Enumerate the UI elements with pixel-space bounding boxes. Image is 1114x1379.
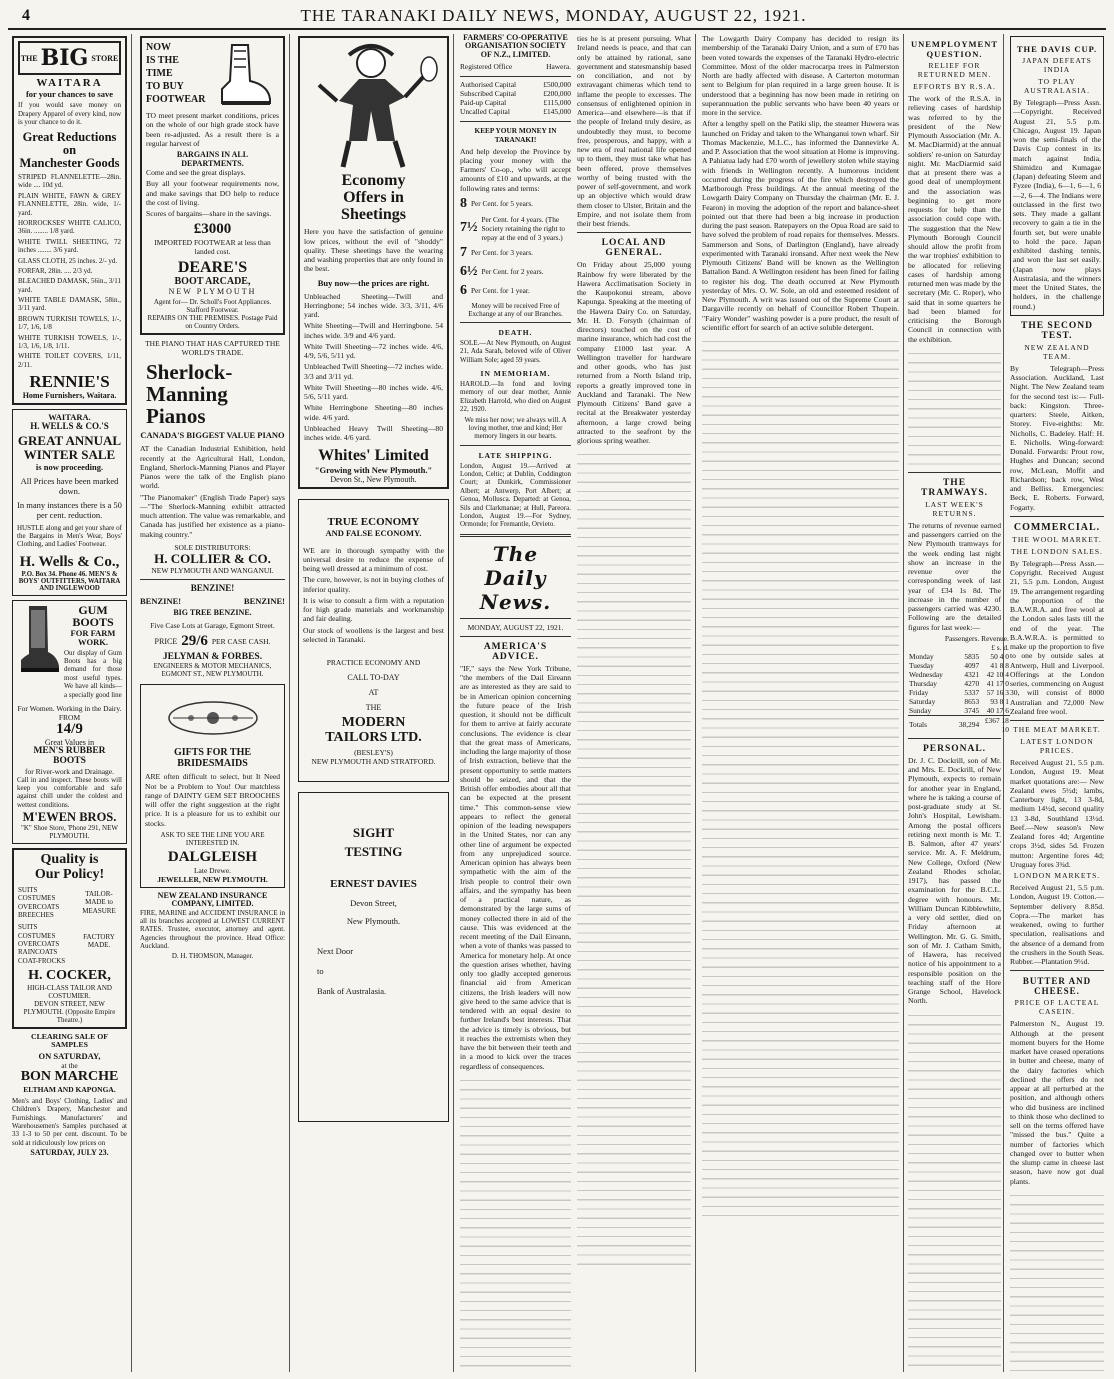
call-today: CALL TO-DAY <box>347 673 400 683</box>
memoriam-poem: We miss her now; we always will. A loving mother, true and kind; Her memory lingers in our hearts. <box>464 415 567 441</box>
now-text: IS THE <box>146 55 179 66</box>
sherlock-manning-ad <box>140 339 285 574</box>
tramways-table <box>908 634 1010 734</box>
quality-heading: Quality is <box>40 852 99 868</box>
late-shipping-heading: LATE SHIPPING. <box>478 450 553 460</box>
davis-cup-box <box>1010 36 1104 316</box>
growing-slogan: "Growing with New Plymouth." <box>314 465 433 476</box>
davis-cup-heading: THE DAVIS CUP. <box>1016 44 1098 54</box>
pianos-word: Pianos <box>146 404 206 429</box>
tram-revenue: 41 8 8 <box>990 660 1009 670</box>
economy-word: Economy <box>341 172 406 189</box>
te-body-3: It is wise to consult a firm with a reputation for high grade materials and workmanship and fair dealing. <box>303 595 444 624</box>
personal-heading: PERSONAL. <box>922 743 987 754</box>
garment-label: RAINCOATS <box>18 948 58 957</box>
table-row <box>908 697 1010 706</box>
manchester-item: HORROCKSES' WHITE CALICO, 36in. ........ 1/8 yard. <box>18 218 121 236</box>
wells-ad <box>12 409 127 596</box>
rubber-body: Call in and inspect. These boots will keep you comfortable and safe against chill under the coldest and wettest conditions. <box>17 775 122 809</box>
sheetings-word: Sheetings <box>341 205 406 223</box>
shipping-body: London, August 19.—Arrived at London, Celtic; at Dublin, Coddington Court; at Dunkirk, Commissioner Albert; at Antwerp, Port Albert; at Genoa, Mollusca. Departed: at Genoa, Sils and Clarkmanae; at Hull, Pareora. London, August 19.—For Sydney, Ormonde; for Fremantle, Orvieto. <box>460 461 571 529</box>
tram-day: Thursday <box>909 678 937 688</box>
editorial-text: "IF," says the New York Tribune, "the members of the Dail Eireann are as interested as they are said to be in American opinion concerning the future peace of the Irish question, it should not be difficult for them to arrive at fairly accurate conclusions. The evidence is clear that the great mass of Americans, including the large majority of those of Irish extraction, believe that the present opportunity to settle matters should be seized, and that the British offer embodies about all that can be expected at the present time." This common-sense view appears to reflect the general opinion of the leading newspapers in the United States, nor can any other line of argument be expected from any unprejudiced source. American opinion has always been sympathetic with the aim of the Irish people to control their own affairs, and the sympathy has been of a practical nature, as demonstrated by the large sums of money collected there in aid of the cause. This was evidenced at the recent meeting of the Dail Eireann, when a vote of thanks was passed to America for monetary help. At once the question arises whether, having only too gladly accepted generous financial aid from American citizens, the Irish leaders will now give heed to the same advice that is tendered with an equal desire to further Ireland's best interests. That the advice is timely is obvious, but it reaches the extremists when they have the bit between their teeth and in a mood to kick over the traces regardless of consequences. <box>460 663 571 1071</box>
canada-biggest: CANADA'S BIGGEST VALUE PIANO <box>140 430 285 441</box>
tramways-sub: LAST WEEK'S RETURNS. <box>925 499 984 518</box>
practice-economy: PRACTICE ECONOMY AND <box>326 658 421 668</box>
news-continued <box>702 336 899 1216</box>
price-29-6: 29/6 <box>181 632 208 649</box>
editorial-continuation: ties he is at present pursuing. What Ireland needs is peace, and that can only be attained by rational, sane government and statesmanship based on conciliation, and not by extravagant chimeras which tend to inflame the people to excesses. The consensus of enlightened opinion in America—and elsewhere—is that if the people of Ireland truly desire, as undoubtedly they must, to become free, prosperous, and happy, with a new era of real national life opened up to them, they must take what has been offered, prove themselves worthy of being trusted with the power of self-government, and work up an objective which would draw them closer to Ulster, Britain and the Empire, and not isolate them from their best friends. <box>577 34 691 228</box>
davis-cup-body: By Telegraph—Press Assn.—Copyright. Received August 21, 5.5 p.m. Chicago, August 19. Japan won the semi-finals of the Davis Cup contest in its match against India, Shimidzu and Kumagae (Japan) defeating Sleem and Fyzee (India), 6—1, 6—1, 6—2, 6—4. The Indians were outclassed in the first two sets. They made a gallant recovery to gain a tie in the fourth set, but were unable to hold the pace. Japan exhibited dashing tennis, and won the last set easily. (Japan now plays Australasia, and the winners meet the United States, the holders, in the challenge round.) <box>1013 98 1101 311</box>
tram-passengers: 8653 <box>964 696 980 706</box>
all-prices: All Prices have been marked down. <box>20 475 119 496</box>
editorial-continued <box>460 1075 571 1372</box>
tram-passengers: 5835 <box>964 651 980 661</box>
rate-value: 6 <box>460 282 467 298</box>
keep-money: KEEP YOUR MONEY IN TARANAKI! <box>474 125 557 144</box>
price-3000: £3000 <box>193 221 232 238</box>
capital-value: £115,000 <box>543 97 571 107</box>
hwells-name: H. Wells & Co., <box>19 553 120 570</box>
te-body-4: Our stock of woollens is the largest and best selected in Taranaki. <box>303 625 444 644</box>
hwells-address: P.O. Box 34. Phone 46. MEN'S & BOYS' OUTFITTERS, WAITARA AND INGLEWOOD <box>18 570 121 592</box>
deares-name: DEARE'S <box>177 259 248 276</box>
sheeting-line: White Sheeting—Twill and Herringbone. 54 inches wide. 3/9 and 4/6 yard. <box>304 321 443 340</box>
gum-boot-illustration <box>17 604 61 674</box>
women-dairy: For Women. Working in the Dairy. FROM <box>17 704 122 722</box>
mcewen-name: M'EWEN BROS. <box>22 810 117 825</box>
column-6-news <box>906 34 1009 1372</box>
figure-illustration <box>309 41 439 173</box>
bon-marche-body: Men's and Boys' Clothing, Ladies' and Children's Drapery, Manchester and Furnishings. Manufacturers' and Warehousemen's Samples purchased at 33 1-3 to 50 per cent. discount. To be sold at ridiculously low prices on <box>12 1096 127 1147</box>
benzine-left: BENZINE! <box>140 595 182 606</box>
london-markets-body: Received August 21, 5.5 p.m. London, August 19. Cotton.—September delivery 8.85d. Copra.—The market has weakened, owing to further speculation, realisations and the absence of a demand from the crushers in the South Seas. Rubber.—Plantation 9½d. <box>1010 883 1104 966</box>
tram-day: Friday <box>909 687 929 697</box>
great-annual: GREAT ANNUAL <box>17 433 122 449</box>
cocker-sub: HIGH-CLASS TAILOR AND COSTUMIER. <box>27 983 112 1000</box>
scores-text: Scores of bargains—share in the savings. <box>146 209 272 218</box>
garment-label: COAT-FROCKS <box>18 956 66 965</box>
manchester-item: WHITE TURKISH TOWELS, 1/-, 1/3, 1/6, 1/8, 1/11. <box>18 333 121 351</box>
economy-body: Here you have the satisfaction of genuine low prices, without the evil of "shoddy" quality. These sheetings have the wearing and washing properties that are only found in the best. <box>304 227 443 274</box>
thomson-manager: D. H. THOMSON, Manager. <box>171 952 254 961</box>
dalgleish-name: DALGLEISH <box>167 848 258 865</box>
manchester-item: STRIPED FLANNELETTE—28in. wide .... 10d yd. <box>18 173 121 190</box>
price-label: PRICE <box>154 636 178 646</box>
saturday-date: SATURDAY, JULY 23. <box>30 1148 109 1158</box>
unemployment-continued <box>908 348 1001 468</box>
rubber-sub: for River-work and Drainage. <box>25 766 114 776</box>
now-text: NOW <box>146 42 171 53</box>
garment-label: OVERCOATS <box>18 940 60 949</box>
great-reductions-heading: Great Reductions on <box>22 129 117 157</box>
tram-passengers: 4097 <box>964 660 980 670</box>
rate-terms: Per Cent. for 2 years. <box>481 267 544 277</box>
cocker-name: H. COCKER, <box>28 968 111 984</box>
brooch-illustration <box>153 691 273 745</box>
big-store-note: If you would save money on Drapery Apparel of every kind, now is your chance to do it. <box>18 101 121 127</box>
table-row <box>908 706 1010 716</box>
table-row <box>908 661 1010 670</box>
new-plymouth: NEW PLYMOUTH <box>168 287 257 297</box>
eltham-kaponga: ELTHAM AND KAPONGA. <box>23 1084 116 1094</box>
nz-insurance-heading: NEW ZEALAND INSURANCE COMPANY, LIMITED. <box>157 890 268 909</box>
ask-line: ASK TO SEE THE LINE YOU ARE INTERESTED IN. <box>160 830 265 847</box>
capital-value: £200,000 <box>543 88 571 98</box>
garment-label: COSTUMES <box>18 931 56 940</box>
newspaper-title: THE TARANAKI DAILY NEWS, MONDAY, AUGUST 22, 1921. <box>300 6 807 25</box>
hustle-text: HUSTLE along and get your share of the Bargains in Men's Wear, Boys' Clothing, and Ladies' Footwear. <box>17 523 122 549</box>
editorial-headline: AMERICA'S ADVICE. <box>483 641 548 662</box>
sight-word: SIGHT <box>352 824 395 840</box>
imported-footwear: IMPORTED FOOTWEAR at less than landed cost. <box>154 238 271 256</box>
page-number: 4 <box>22 7 31 24</box>
garment-label: COSTUMES <box>18 894 56 903</box>
tram-passengers: 4321 <box>964 669 980 679</box>
false-economy: AND FALSE ECONOMY. <box>325 527 422 538</box>
column-4-editorial <box>456 34 696 1372</box>
sherlock-name: Sherlock- <box>146 360 233 385</box>
gifts-body: ARE often difficult to select, but It Need Not be a Problem to You! Our matchless range of DAINTY GEM SET BROOCHES will offer the right suggestion at the right price. It is a pleasure for us to exhibit our stocks. <box>145 772 280 828</box>
garment-label: BREECHES <box>18 910 54 919</box>
gum-boots-ad <box>12 600 127 845</box>
second-test-heading: THE SECOND TEST. <box>1020 320 1094 341</box>
mcewen-address: "K" Shoe Store, 'Phone 291, NEW PLYMOUTH. <box>21 824 118 841</box>
capital-label: Subscribed Capital <box>460 88 517 98</box>
tram-col-units: £ s. d. <box>991 642 1009 652</box>
bon-marche-ad <box>12 1033 127 1158</box>
news-paragraphs-2: After a lengthy spell on the Patiki slip, the steamer Huwera was launched on Friday and taken to the Whanganui town wharf. Sir Thomas Mackenzie, M.L.C., has informed the Dannevirke A. and P. Association that the wool situation at Home is improving. A Pahiatua lady had £70 worth of jewellery stolen while staying with friends in Wellington recently. A humorous incident occurred during the progress of the fire which destroyed the Marlborough Press buildings. At the annual meeting of the Lowgarth Dairy Company on Thursday the chairman (Mr. E. J. Fearon) in moving the adoption of the report and balance-sheet pointed out that there had been a big increase in production during the past season. Ratepayers on the Opua Road are said to have solved the problem of road repairs for themselves. Messrs. Sammerson and Sons, of Darlington (England), have already experimented with Taranaki ironsand. After next week the New Plymouth Citizens' Band will be known as the Wellington Battalion Band. A Wellington resident has been fined for failing to register his dog. The death occurred at New Plymouth yesterday of Mrs. O. W. Sole, an old and esteemed resident of New Plymouth. A writ was issued out of the Supreme Court at Dargaville recently on behalf of Councillor Robert Thupein. "Fairy Wonder" washing powder is a pure product, the result of scientific effort for search of an active soluble detergent. <box>702 119 899 332</box>
gifts-heading: GIFTS FOR THE BRIDESMAIDS <box>173 747 252 769</box>
nz-team-body: By Telegraph—Press Association. Auckland, Last Night. The New Zealand team for the second test is:— Full-back: Kingston. Three-quarters: Steele, Aitken, Storey. Five-eighths: Mr. Nicholls, C. Badeley. Half: H. E. Nicholls. Wing-forward: Donald. Forwards: Prout row, Hughes and Duncan; second row, McLean, Moffit and Richardson; back row, West and Belliss. Emergencies: Beck, E. Roberts. Forward, Fogarty. <box>1010 363 1104 512</box>
gum-boots-title: GUM BOOTS <box>72 602 114 630</box>
tailor-made-label: TAILOR-MADE to MEASURE <box>82 889 116 915</box>
capital-label: Paid-up Capital <box>460 97 507 107</box>
sheeting-line: Unbleached Sheeting—Twill and Herringbone; 54 inches wide. 3/3, 3/11, 4/6 yard. <box>304 291 443 320</box>
tram-revenue: 93 8 1 <box>990 696 1009 706</box>
rate-terms: Per Cent. for 3 years. <box>471 248 534 258</box>
big-store-ad <box>12 36 127 405</box>
tram-col-passengers: Passengers. <box>944 633 980 643</box>
editorial-date: MONDAY, AUGUST 22, 1921. <box>467 622 564 632</box>
local-general-heading: LOCAL AND GENERAL. <box>601 238 667 259</box>
personal-body: Dr. J. C. Dockrill, son of Mr. and Mrs. E. Dockrill, of New Plymouth, expects to remain for another year in England, where he is taking a course of post-graduate study at St. John's Hospital, Lewisham. Among the postal officers retiring next month is Mr. T. B. Salmon, after 47 years' service. Mr. A. F. Meldrum, New College, Oxford (New Zealand Rhodes scholar, 1917), has passed the examination for the B.C.L. degree with honours. Mr. William Duncan Kibblewhite, a very old settler, died on Friday afternoon at Wellington. Mr. G. G. Smith, son of Mr. J. Catham Smith, of Hawera, has received notice of his appointment to a responsible position on the teaching staff of the Hore Grange School, Havelock North. <box>908 755 1001 1006</box>
winter-sale: WINTER SALE <box>23 447 116 463</box>
columns-6-7 <box>906 34 1106 1372</box>
daily-news-masthead: The Daily News. <box>479 541 552 614</box>
ernest-davies-ad <box>298 792 449 1122</box>
rate-terms: Per Cent. for 4 years. (The Society retaining the right to repay at the end of 3 years.) <box>481 214 565 242</box>
rate-terms: Per Cent. for 5 years. <box>471 199 534 209</box>
five-case: Five Case Lots at Garage, Egmont Street. <box>150 620 275 630</box>
rennies-name: RENNIE'S <box>29 372 110 392</box>
meat-body: Received August 21, 5.5 p.m. London, August 19. Meat market quotations are:— New Zealand ewes 5½d; lambs, Canterbury light, 13 3-8d, medium 14½d, second quality 13 3-8d, Southland 13½d. Beef.—New season's New Zealand fores 4d; Argentine crops 3½d, sides 5d. Frozen mutton: Argentine fores 4d; Uruguay fores 3¾d. <box>1010 758 1104 869</box>
devon-street: Devon Street, <box>350 898 397 909</box>
factory-made-label: FACTORY MADE. <box>83 932 115 950</box>
garment-label: OVERCOATS <box>18 902 60 911</box>
to-word: to <box>317 966 324 977</box>
tram-total-label: Totals <box>909 720 927 730</box>
tram-col-revenue: Revenue. <box>981 633 1009 643</box>
sheeting-line: Unbleached Heavy Twill Sheeting—80 inches wide. 4/6 yard. <box>304 423 443 443</box>
the-word: THE <box>365 703 382 713</box>
gum-boots-body: Our display of Gum Boots has a big demand for those most useful types. We have all kinds—a specially good line <box>64 648 122 699</box>
deares-agent: Agent for— Dr. Scholl's Foot Appliances. Stafford Footwear. <box>153 298 272 315</box>
deares-ad <box>140 36 285 335</box>
tram-day: Wednesday <box>909 669 943 679</box>
capital-label: Authorised Capital <box>460 80 517 90</box>
efforts-sub: EFFORTS BY R.S.A. <box>913 82 996 91</box>
buy-now-prices: Buy now—the prices are right. <box>317 277 430 288</box>
now-text: TO BUY <box>146 81 184 92</box>
death-heading: DEATH. <box>498 327 533 337</box>
bargains-dept: BARGAINS IN ALL DEPARTMENTS. <box>176 150 249 168</box>
latest-london-sub: LATEST LONDON PRICES. <box>1020 737 1094 755</box>
memoriam-notice: HAROLD.—In fond and loving memory of our dear mother, Annie Elizabeth Harrold, who died on August 22, 1920. <box>460 379 571 414</box>
tram-day: Tuesday <box>909 660 934 670</box>
late-drewe: Late Drewe. <box>193 865 232 875</box>
wool-market-sub: THE WOOL MARKET. <box>1012 534 1102 544</box>
relief-sub: RELIEF FOR RETURNED MEN. <box>917 61 992 79</box>
news-paragraphs: The Lowgarth Dairy Company has decided to resign its membership of the Taranaki Dairy Union, and a sum of £70 has been voted towards the expenses of the Taranaki Hydro-electric Committee. Most of the older macrocarpa trees in Palmerston North are badly affected with disease. A Carterton motorman sent to Belgium for plan required in a large green house. It is understood that a beginning has now been made in retiring on superannuation the public servants who have been 40 years or more in the service. <box>702 34 899 117</box>
manchester-item: WHITE TWILL SHEETING, 72 inches ........ 3/6 yard. <box>18 237 121 255</box>
new-plymouth-2: New Plymouth. <box>346 916 401 927</box>
sheeting-line: Unbleached Twill Sheeting—72 inches wide. 3/3 and 3/11 yd. <box>304 362 443 381</box>
meat-market-sub: THE MEAT MARKET. <box>1013 725 1101 734</box>
next-door: Next Door <box>317 946 354 957</box>
modern-word: MODERN <box>341 715 406 731</box>
boot-arcade: BOOT ARCADE, <box>174 275 251 287</box>
np-stratford: NEW PLYMOUTH AND STRATFORD. <box>311 756 436 766</box>
offers-word: Offers in <box>343 188 404 206</box>
tram-day: Monday <box>909 651 934 661</box>
manchester-item: BROWN TURKISH TOWELS, 1/-, 1/7, 1/6, 1/8 <box>18 314 121 332</box>
tailors-word: TAILORS LTD. <box>325 729 422 745</box>
manchester-item: GLASS CLOTH, 25 inches. 2/- yd. <box>18 256 118 265</box>
column-2-advertisements <box>136 34 290 1372</box>
at-word: AT <box>368 688 379 698</box>
manchester-item: FORFAR, 28in. .... 2/3 yd. <box>18 266 93 275</box>
memoriam-heading: IN MEMORIAM. <box>480 368 551 378</box>
tram-revenue: 42 10 4 <box>986 669 1009 679</box>
now-text: FOOTWEAR <box>146 94 206 105</box>
manning-name: Manning <box>146 382 228 407</box>
on-saturday: ON SATURDAY, <box>38 1051 101 1062</box>
te-body: WE are in thorough sympathy with the universal desire to reduce the expense of being well dressed at a minimum of cost. <box>303 545 444 574</box>
local-general-continued <box>577 449 691 1269</box>
table-row <box>908 715 1010 734</box>
farmers-heading: FARMERS' CO-OPERATIVE ORGANISATION SOCIETY OF N.Z., LIMITED. <box>463 34 568 59</box>
tram-day: Saturday <box>909 696 936 706</box>
capital-value: £145,000 <box>543 106 571 116</box>
deares-body: TO meet present market conditions, prices on the whole of our high grade stock have been re-adjusted. As a result there is a regular harvest of <box>146 111 279 148</box>
collier-name: H. COLLIER & CO. <box>154 550 271 566</box>
lacteal-sub: PRICE OF LACTEAL CASEIN. <box>1014 998 1100 1017</box>
wool-body: By Telegraph—Press Assn.—Copyright. Received August 21, 5.5 p.m. London, August 19. The arrangement regarding the proportion of the B.A.W.R.A. and free wool at the London sales lasts till the end of the year. The B.A.W.R.A. is permitted to make up the proportion to five to one by outside sales at Antwerp, Hull and Liverpool. Offerings at the London series, commencing on August 30, will consist of 8000 Australian and 72,000 New Zealand free wool. <box>1010 558 1104 716</box>
big-tree-benzine: BIG TREE BENZINE. <box>173 608 252 618</box>
tram-revenue: 40 17 6 <box>986 705 1009 715</box>
piano-body-2: "The Pianomaker" (English Trade Paper) says—"The Sherlock-Manning exhibit attracted much attention. The value was remarkable, and Canada has justified her existence as a piano-making country." <box>140 492 285 539</box>
rate-terms: Per Cent. for 1 year. <box>471 286 530 296</box>
te-body-2: The cure, however, is not in buying clothes of inferior quality. <box>303 575 444 594</box>
london-markets-sub: LONDON MARKETS. <box>1013 871 1101 880</box>
keep-body: And help develop the Province by placing your money with the Farmers' Co-op., who will accept amounts of £10 and upwards, at the following rates and terms: <box>460 146 571 193</box>
piano-body: AT the Canadian Industrial Exhibition, held recently at the Agricultural Hall, London, England, Sherlock-Manning Pianos and Player Pianos were the talk of the English piano world. <box>140 444 285 491</box>
commercial-heading: COMMERCIAL. <box>1013 521 1101 533</box>
table-row <box>908 652 1010 661</box>
ernest-davies: ERNEST DAVIES <box>330 877 417 890</box>
wells-location: WAITARA. <box>48 412 91 423</box>
nz-insurance-body: FIRE, MARINE and ACCIDENT INSURANCE in all its branches accepted at LOWEST CURRENT RATES. Trustee, executor, attorney and agent. Agencies throughout the province. Head Office: Auckland. <box>140 908 285 951</box>
tram-passengers: 3745 <box>964 705 980 715</box>
farmers-coop-ad <box>460 34 571 1372</box>
bank-australasia: Bank of Australasia. <box>317 986 387 997</box>
garment-label: SUITS <box>18 885 38 894</box>
jelyman-sub: ENGINEERS & MOTOR MECHANICS, EGMONT ST., NEW PLYMOUTH. <box>153 662 272 679</box>
butter-continued <box>1010 1190 1104 1372</box>
devon-st: Devon St., New Plymouth. <box>330 475 417 485</box>
personal-continued <box>908 1010 1001 1373</box>
butter-body: Palmerston N., August 19. Although at the present moment buyers for the Home market have ceased operations in butter and cheese, many of the dairy factories which declined the offers do not appear at all perturbed at the position, and although others who did business are inclined to think those who declined to sell on the terms offered have "missed the bus." Quite a number of factories which changed over to butter when the slump came in cheese last season, have now got dual plants. <box>1010 1019 1104 1186</box>
rate-value: 6½ <box>460 263 478 279</box>
cocker-ad <box>12 848 127 1029</box>
rennies-tagline: Home Furnishers, Waitara. <box>22 391 117 401</box>
benzine-heading: BENZINE! <box>190 582 235 593</box>
testing-word: TESTING <box>344 844 403 860</box>
table-row <box>908 670 1010 679</box>
tram-revenue: 50 4 0 <box>990 651 1009 661</box>
tram-passengers: 5337 <box>964 687 980 697</box>
rate-value: 7 <box>460 244 467 260</box>
sale-status: is now proceeding. <box>35 461 104 472</box>
true-economy: TRUE ECONOMY <box>327 516 420 529</box>
tramways-body: The returns of revenue earned and passengers carried on the New Plymouth tramways for the week ending last night show an increase in the revenue over the corresponding week of last year of £34 1s 8d. The increase in the number of passengers carried was 4230. Following are the detailed figures for last week:— <box>908 520 1001 632</box>
sole-distributors: SOLE DISTRIBUTORS: <box>174 542 251 552</box>
capital-value: £500,000 <box>543 80 571 90</box>
at-the: at the <box>61 1061 78 1071</box>
manchester-item: WHITE TABLE DAMASK, 58in., 3/11 yard. <box>18 296 121 313</box>
sheeting-line: White Twill Sheeting—80 inches wide. 4/6, 5/6, 5/11 yard. <box>304 382 443 402</box>
manchester-item: PLAIN WHITE, FAWN & GREY FLANNELETTE, 28in. wide, 1/- yard. <box>18 191 121 217</box>
page-header <box>8 4 1106 30</box>
money-note: Money will be received Free of Exchange at any of our Branches. <box>468 301 563 318</box>
buy-now-text: Buy all your footwear requirements now, and make savings that DO help to reduce the cost of living. <box>146 179 279 207</box>
boot-illustration <box>214 41 274 107</box>
manchester-item: WHITE TOILET COVERS, 1/11, 2/11. <box>18 352 121 369</box>
benzine-ad <box>140 584 285 679</box>
price-14-9: 14/9 <box>56 721 83 737</box>
benzine-right: BENZINE! <box>243 595 285 606</box>
tram-day: Sunday <box>909 705 932 715</box>
big-store-the: THE <box>20 53 38 63</box>
great-values: Great Values in <box>44 737 95 747</box>
unemployment-body: The work of the R.S.A. in relieving cases of hardship was referred to by the president of the New Plymouth Association (Mr. A. M. MacDiarmid) at the annual soldiers' re-union on Saturday night. Mr. MacDiarmid said that at present there was a good deal of unemployment and the association was beginning to get more requests for help than the association could cope with. The suggestion that the New Plymouth Borough Council should allow the profit from the war trophies' exhibition to be allocated for relieving cases of hardship among returned men was made by the secretary (Mr. C. Roper), who said that in some quarters he had been blamed for criticising the Borough Council in connection with the exhibition. <box>908 94 1001 344</box>
bon-marche-name: BON MARCHE <box>20 1069 119 1085</box>
capital-label: Uncalled Capital <box>460 106 510 116</box>
manchester-heading: Manchester Goods <box>19 155 120 170</box>
whites-limited: Whites' Limited <box>318 447 429 465</box>
death-notice: SOLE.—At New Plymouth, on August 21, Ada Sarah, beloved wife of Oliver William Sole; aged 59 years. <box>460 338 571 364</box>
besleys: (BESLEY'S) <box>354 747 393 757</box>
piano-top: THE PIANO THAT HAS CAPTURED THE WORLD'S TRADE. <box>145 339 280 358</box>
big-store-logo: BIG <box>40 45 89 71</box>
nz-team-sub: NEW ZEALAND TEAM. <box>1024 342 1090 361</box>
column-7-news <box>1008 34 1106 1372</box>
column-3-advertisements <box>294 34 454 1372</box>
garment-label: SUITS <box>18 923 38 932</box>
per-case: PER CASE CASH. <box>211 636 271 646</box>
rate-value: 8 <box>460 195 467 211</box>
local-general-text: On Friday about 25,000 young Rainbow fry were liberated by the Hawera Acclimatisation Society in the Kaupokonui stream, above Kapunga. Speaking at the meeting of the Hawera Dairy Co. on Saturday, Mr. H. D. Forsyth (chairman of directors) touched on the cost of marine insurance, which had cost the company £1000 last year. A Wellington traveller for hardware and other goods, who has just returned from a North Island trip, reports a greatly improved tone in Auckland and Taranaki. The New Plymouth Citizens' Band gave a recital at the Breakwater yesterday afternoon, a large crowd being attracted to the seafront by the glorious spring weather. <box>577 260 691 445</box>
tram-total-passengers: 38,294 <box>958 720 980 730</box>
wells-firm: H. WELLS & CO.'S <box>30 420 109 431</box>
tram-revenue: 41 17 0 <box>986 678 1009 688</box>
big-store-tagline: for your chances to save <box>25 88 114 99</box>
sheeting-line: White Herringbone Sheeting—80 inches wide. 4/6 yard. <box>304 403 443 422</box>
jeweller-line: JEWELLER, NEW PLYMOUTH. <box>157 874 268 884</box>
come-see: Come and see the great displays. <box>146 168 246 177</box>
tram-revenue: 57 16 3 <box>986 687 1009 697</box>
dalgleish-ad <box>140 684 285 887</box>
tram-passengers: 4270 <box>964 678 980 688</box>
jelyman-forbes: JELYMAN & FORBES. <box>162 651 263 662</box>
whites-ad <box>298 36 449 489</box>
cocker-address: DEVON STREET, NEW PLYMOUTH. (Opposite Empire Theatre.) <box>23 999 116 1024</box>
to-play-aus: TO PLAY AUSTRALASIA. <box>1024 77 1090 95</box>
mens-rubber-boots: MEN'S RUBBER BOOTS <box>33 745 106 766</box>
london-sales-sub: THE LONDON SALES. <box>1011 546 1103 556</box>
japan-defeats: JAPAN DEFEATS INDIA <box>1022 56 1092 74</box>
unemployment-heading: UNEMPLOYMENT QUESTION. <box>910 39 999 59</box>
reg-office-label: Registered Office <box>460 62 513 72</box>
tram-total-revenue: £367 18 10 <box>984 715 1009 734</box>
big-store-store: STORE <box>91 53 119 63</box>
column-5-news <box>698 34 904 1372</box>
rate-value: 7½ <box>460 220 478 236</box>
tramways-heading: THE TRAMWAYS. <box>921 477 988 498</box>
gum-boots-farm: FOR FARM WORK. <box>70 627 116 647</box>
now-text: TIME <box>146 68 173 79</box>
modern-tailors-ad <box>298 499 449 781</box>
reg-office-value: Hawera. <box>546 62 571 72</box>
table-row <box>908 679 1010 688</box>
collier-sub: NEW PLYMOUTH AND WANGANUI. <box>151 565 274 575</box>
table-row <box>908 688 1010 697</box>
column-1-advertisements <box>8 34 132 1372</box>
clearing-sale: CLEARING SALE OF SAMPLES <box>30 1031 109 1050</box>
butter-cheese-heading: BUTTER AND CHEESE. <box>1022 976 1092 997</box>
reduction-note: In many instances there is a 50 per cent. reduction. <box>17 499 122 520</box>
manchester-item: BLEACHED DAMASK, 56in., 3/11 yard. <box>18 277 121 294</box>
policy-heading: Our Policy! <box>34 867 105 883</box>
sheeting-line: White Twill Sheeting—72 inches wide. 4/6, 4/9, 5/6, 5/11 yd. <box>304 341 443 361</box>
deares-repairs: REPAIRS ON THE PREMISES. Postage Paid on Country Orders. <box>147 314 278 331</box>
big-store-waitara: WAITARA <box>36 77 103 89</box>
nz-insurance-ad <box>140 892 285 961</box>
